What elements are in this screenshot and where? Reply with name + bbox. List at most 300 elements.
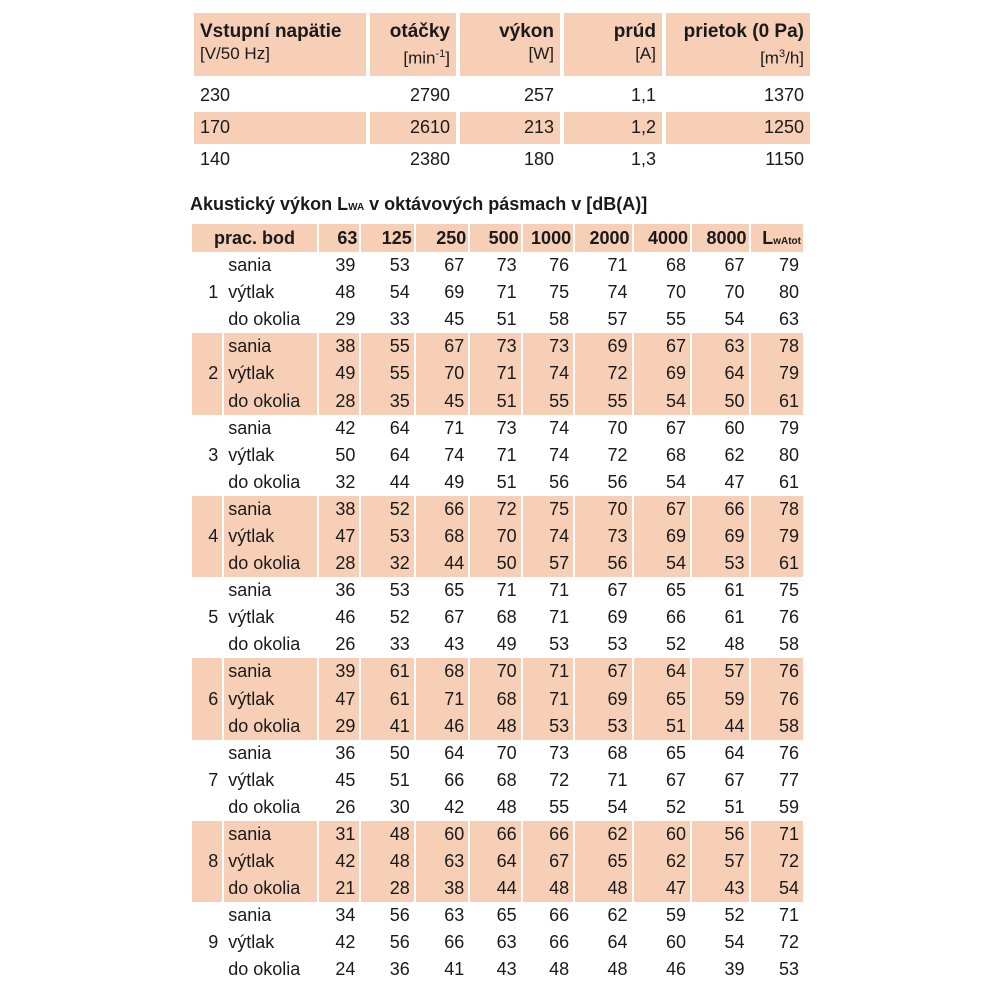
header-operating-point: prac. bod xyxy=(192,224,317,252)
band-level-cell: 73 xyxy=(496,255,517,276)
acoustic-row xyxy=(192,686,803,713)
band-level-cell: 61 xyxy=(361,658,413,685)
operating-point-number: 9 xyxy=(208,932,219,953)
band-level-cell: 31 xyxy=(319,821,359,848)
band-level-cell: 52 xyxy=(666,796,687,817)
measurement-label: sania xyxy=(228,580,272,601)
total-level-cell: 76 xyxy=(778,607,799,628)
acoustic-header-row xyxy=(192,224,803,252)
total-level-cell: 79 xyxy=(778,255,799,276)
measurement-label: výtlak xyxy=(224,686,317,713)
band-level-cell: 55 xyxy=(575,387,631,414)
acoustic-row xyxy=(192,956,803,983)
total-level-cell: 76 xyxy=(751,686,804,713)
acoustic-row xyxy=(192,713,803,740)
band-level-cell: 50 xyxy=(389,742,410,763)
band-level-cell: 62 xyxy=(634,848,690,875)
band-level-cell: 36 xyxy=(389,959,410,980)
band-level-cell: 68 xyxy=(666,444,687,465)
band-level-cell: 63 xyxy=(416,848,468,875)
band-level-cell: 29 xyxy=(319,713,359,740)
measurement-label: výtlak xyxy=(228,769,275,790)
band-level-cell: 49 xyxy=(496,634,517,655)
band-level-cell: 32 xyxy=(361,550,413,577)
electrical-row xyxy=(194,144,810,176)
acoustic-row xyxy=(192,387,803,414)
band-level-cell: 57 xyxy=(523,550,573,577)
measurement-label: výtlak xyxy=(224,360,317,387)
band-level-cell: 71 xyxy=(549,580,570,601)
acoustic-row xyxy=(192,577,803,604)
band-level-cell: 56 xyxy=(389,932,410,953)
band-level-cell: 44 xyxy=(692,713,748,740)
band-level-cell: 42 xyxy=(335,417,356,438)
band-level-cell: 64 xyxy=(470,848,520,875)
band-level-cell: 60 xyxy=(634,821,690,848)
measurement-label: do okolia xyxy=(224,875,317,902)
band-level-cell: 51 xyxy=(496,309,517,330)
total-level-cell: 53 xyxy=(778,959,799,980)
band-level-cell: 36 xyxy=(335,742,356,763)
band-level-cell: 70 xyxy=(666,282,687,303)
operating-point-number xyxy=(192,252,222,279)
band-level-cell: 70 xyxy=(496,742,517,763)
band-level-cell: 49 xyxy=(444,471,465,492)
band-level-cell: 71 xyxy=(496,580,517,601)
band-level-cell: 55 xyxy=(361,360,413,387)
band-level-cell: 68 xyxy=(496,769,517,790)
measurement-label: výtlak xyxy=(228,282,275,303)
operating-point-number xyxy=(192,387,222,414)
operating-point-number xyxy=(192,740,222,767)
band-level-cell: 54 xyxy=(724,932,745,953)
band-level-cell: 71 xyxy=(470,360,520,387)
band-level-cell: 57 xyxy=(607,309,628,330)
band-level-cell: 55 xyxy=(666,309,687,330)
band-level-cell: 67 xyxy=(724,255,745,276)
total-level-cell: 58 xyxy=(778,634,799,655)
measurement-label: výtlak xyxy=(228,607,275,628)
band-level-cell: 69 xyxy=(634,523,690,550)
acoustic-row xyxy=(192,658,803,685)
measurement-label: výtlak xyxy=(228,932,275,953)
total-level-cell: 72 xyxy=(778,932,799,953)
band-level-cell: 74 xyxy=(523,523,573,550)
band-level-cell: 48 xyxy=(496,796,517,817)
band-level-cell: 70 xyxy=(470,658,520,685)
header-band: 250 xyxy=(416,224,468,252)
band-level-cell: 69 xyxy=(692,523,748,550)
band-level-cell: 67 xyxy=(444,255,465,276)
band-level-cell: 41 xyxy=(361,713,413,740)
band-level-cell: 60 xyxy=(666,932,687,953)
band-level-cell: 63 xyxy=(496,932,517,953)
band-level-cell: 68 xyxy=(666,255,687,276)
band-level-cell: 69 xyxy=(607,607,628,628)
acoustic-row xyxy=(192,740,803,767)
band-level-cell: 74 xyxy=(444,444,465,465)
band-level-cell: 68 xyxy=(607,742,628,763)
measurement-label: výtlak xyxy=(224,523,317,550)
operating-point-number: 2 xyxy=(192,360,222,387)
band-level-cell: 71 xyxy=(607,769,628,790)
band-level-cell: 35 xyxy=(361,387,413,414)
band-level-cell: 62 xyxy=(607,905,628,926)
measurement-label: sania xyxy=(228,417,272,438)
header-current: prúd [A] xyxy=(564,13,662,76)
band-level-cell: 66 xyxy=(444,932,465,953)
band-level-cell: 66 xyxy=(666,607,687,628)
band-level-cell: 65 xyxy=(575,848,631,875)
total-level-cell: 80 xyxy=(778,444,799,465)
acoustic-row xyxy=(192,929,803,956)
acoustic-row xyxy=(192,360,803,387)
band-level-cell: 74 xyxy=(549,444,570,465)
acoustic-row xyxy=(192,631,803,658)
total-level-cell: 79 xyxy=(778,417,799,438)
band-level-cell: 56 xyxy=(692,821,748,848)
band-level-cell: 28 xyxy=(319,387,359,414)
acoustic-row xyxy=(192,767,803,794)
band-level-cell: 65 xyxy=(634,686,690,713)
operating-point-number xyxy=(192,577,222,604)
acoustic-row xyxy=(192,794,803,821)
measurement-label: do okolia xyxy=(228,634,301,655)
cell-voltage: 170 xyxy=(194,112,366,144)
band-level-cell: 47 xyxy=(319,523,359,550)
header-band: 1000 xyxy=(523,224,573,252)
acoustic-row xyxy=(192,306,803,333)
total-level-cell: 59 xyxy=(778,796,799,817)
band-level-cell: 74 xyxy=(549,417,570,438)
band-level-cell: 64 xyxy=(724,742,745,763)
band-level-cell: 39 xyxy=(319,658,359,685)
band-level-cell: 54 xyxy=(634,550,690,577)
band-level-cell: 67 xyxy=(444,607,465,628)
band-level-cell: 50 xyxy=(692,387,748,414)
operating-point-number xyxy=(192,956,222,983)
measurement-label: do okolia xyxy=(228,796,301,817)
operating-point-number: 7 xyxy=(208,769,219,790)
measurement-label: sania xyxy=(224,658,317,685)
band-level-cell: 73 xyxy=(523,333,573,360)
band-level-cell: 52 xyxy=(666,634,687,655)
band-level-cell: 43 xyxy=(692,875,748,902)
band-level-cell: 48 xyxy=(549,959,570,980)
operating-point-number xyxy=(192,496,222,523)
band-level-cell: 70 xyxy=(575,496,631,523)
acoustic-row xyxy=(192,442,803,469)
band-level-cell: 33 xyxy=(389,634,410,655)
acoustic-row xyxy=(192,523,803,550)
band-level-cell: 48 xyxy=(361,821,413,848)
band-level-cell: 36 xyxy=(335,580,356,601)
total-level-cell: 71 xyxy=(778,905,799,926)
band-level-cell: 64 xyxy=(692,360,748,387)
acoustic-row xyxy=(192,821,803,848)
measurement-label: výtlak xyxy=(224,848,317,875)
band-level-cell: 51 xyxy=(389,769,410,790)
band-level-cell: 67 xyxy=(666,769,687,790)
band-level-cell: 39 xyxy=(335,255,356,276)
band-level-cell: 26 xyxy=(335,634,356,655)
band-level-cell: 67 xyxy=(634,333,690,360)
cell-flow: 1370 xyxy=(763,85,804,106)
measurement-label: výtlak xyxy=(228,444,275,465)
band-level-cell: 65 xyxy=(666,580,687,601)
band-level-cell: 66 xyxy=(444,769,465,790)
band-level-cell: 67 xyxy=(416,333,468,360)
band-level-cell: 30 xyxy=(389,796,410,817)
band-level-cell: 74 xyxy=(523,360,573,387)
total-level-cell: 54 xyxy=(751,875,804,902)
band-level-cell: 21 xyxy=(319,875,359,902)
band-level-cell: 26 xyxy=(335,796,356,817)
measurement-label: sania xyxy=(224,333,317,360)
band-level-cell: 71 xyxy=(496,282,517,303)
band-level-cell: 73 xyxy=(575,523,631,550)
band-level-cell: 60 xyxy=(724,417,745,438)
operating-point-number xyxy=(192,794,222,821)
band-level-cell: 47 xyxy=(724,471,745,492)
total-level-cell: 76 xyxy=(751,658,804,685)
total-level-cell: 72 xyxy=(751,848,804,875)
header-band: 125 xyxy=(361,224,413,252)
band-level-cell: 54 xyxy=(607,796,628,817)
acoustic-row xyxy=(192,496,803,523)
measurement-label: sania xyxy=(228,905,272,926)
band-level-cell: 66 xyxy=(549,905,570,926)
band-level-cell: 62 xyxy=(724,444,745,465)
band-level-cell: 67 xyxy=(607,580,628,601)
band-level-cell: 68 xyxy=(416,523,468,550)
header-power: výkon [W] xyxy=(460,13,560,76)
band-level-cell: 61 xyxy=(724,580,745,601)
band-level-cell: 53 xyxy=(523,713,573,740)
band-level-cell: 65 xyxy=(496,905,517,926)
band-level-cell: 54 xyxy=(666,471,687,492)
band-level-cell: 73 xyxy=(470,333,520,360)
operating-point-number xyxy=(192,306,222,333)
band-level-cell: 52 xyxy=(724,905,745,926)
band-level-cell: 42 xyxy=(319,848,359,875)
total-level-cell: 75 xyxy=(778,580,799,601)
measurement-label: sania xyxy=(228,255,272,276)
band-level-cell: 65 xyxy=(444,580,465,601)
acoustic-row xyxy=(192,604,803,631)
band-level-cell: 71 xyxy=(549,607,570,628)
band-level-cell: 32 xyxy=(335,471,356,492)
band-level-cell: 71 xyxy=(607,255,628,276)
acoustic-row xyxy=(192,252,803,279)
total-level-cell: 61 xyxy=(778,471,799,492)
electrical-row xyxy=(194,76,810,112)
acoustic-row xyxy=(192,279,803,306)
band-level-cell: 73 xyxy=(549,742,570,763)
measurement-label: do okolia xyxy=(224,550,317,577)
band-level-cell: 61 xyxy=(724,607,745,628)
band-level-cell: 59 xyxy=(666,905,687,926)
band-level-cell: 41 xyxy=(444,959,465,980)
band-level-cell: 72 xyxy=(607,444,628,465)
band-level-cell: 66 xyxy=(692,496,748,523)
cell-voltage: 140 xyxy=(200,149,231,170)
total-level-cell: 76 xyxy=(778,742,799,763)
band-level-cell: 71 xyxy=(416,686,468,713)
operating-point-number: 8 xyxy=(192,848,222,875)
band-level-cell: 44 xyxy=(389,471,410,492)
cell-current: 1,1 xyxy=(630,85,656,106)
measurement-label: do okolia xyxy=(228,309,301,330)
total-level-cell: 63 xyxy=(778,309,799,330)
band-level-cell: 71 xyxy=(496,444,517,465)
band-level-cell: 71 xyxy=(444,417,465,438)
band-level-cell: 48 xyxy=(575,875,631,902)
band-level-cell: 54 xyxy=(634,387,690,414)
operating-point-number xyxy=(192,875,222,902)
band-level-cell: 65 xyxy=(666,742,687,763)
band-level-cell: 29 xyxy=(335,309,356,330)
header-rpm: otáčky $[\min^{-1}]$ xyxy=(370,13,456,76)
operating-point-number xyxy=(192,713,222,740)
band-level-cell: 73 xyxy=(496,417,517,438)
acoustic-row xyxy=(192,848,803,875)
acoustic-row xyxy=(192,469,803,496)
header-total: LwAtot xyxy=(751,224,804,252)
band-level-cell: 45 xyxy=(335,769,356,790)
band-level-cell: 76 xyxy=(549,255,570,276)
band-level-cell: 64 xyxy=(389,444,410,465)
band-level-cell: 51 xyxy=(470,387,520,414)
band-level-cell: 39 xyxy=(724,959,745,980)
band-level-cell: 53 xyxy=(692,550,748,577)
band-level-cell: 42 xyxy=(444,796,465,817)
band-level-cell: 28 xyxy=(361,875,413,902)
band-level-cell: 69 xyxy=(444,282,465,303)
band-level-cell: 66 xyxy=(416,496,468,523)
band-level-cell: 53 xyxy=(575,713,631,740)
band-level-cell: 67 xyxy=(575,658,631,685)
band-level-cell: 45 xyxy=(444,309,465,330)
band-level-cell: 52 xyxy=(361,496,413,523)
band-level-cell: 70 xyxy=(416,360,468,387)
cell-current: 1,2 xyxy=(564,112,662,144)
band-level-cell: 71 xyxy=(523,686,573,713)
cell-power: 257 xyxy=(523,85,554,106)
operating-point-number xyxy=(192,469,222,496)
band-level-cell: 53 xyxy=(549,634,570,655)
band-level-cell: 69 xyxy=(634,360,690,387)
total-level-cell: 71 xyxy=(751,821,804,848)
band-level-cell: 75 xyxy=(523,496,573,523)
band-level-cell: 49 xyxy=(319,360,359,387)
band-level-cell: 72 xyxy=(470,496,520,523)
band-level-cell: 52 xyxy=(389,607,410,628)
cell-power: 213 xyxy=(460,112,560,144)
measurement-label: do okolia xyxy=(228,959,301,980)
band-level-cell: 60 xyxy=(416,821,468,848)
operating-point-number xyxy=(192,333,222,360)
cell-flow: 1250 xyxy=(666,112,810,144)
band-level-cell: 33 xyxy=(389,309,410,330)
header-band: 500 xyxy=(470,224,520,252)
band-level-cell: 48 xyxy=(724,634,745,655)
band-level-cell: 64 xyxy=(634,658,690,685)
band-level-cell: 56 xyxy=(389,905,410,926)
band-level-cell: 68 xyxy=(470,686,520,713)
cell-power: 180 xyxy=(523,149,554,170)
total-level-cell: 61 xyxy=(751,550,804,577)
band-level-cell: 38 xyxy=(319,333,359,360)
operating-point-number: 4 xyxy=(192,523,222,550)
measurement-label: sania xyxy=(224,496,317,523)
operating-point-number: 6 xyxy=(192,686,222,713)
band-level-cell: 34 xyxy=(335,905,356,926)
band-level-cell: 53 xyxy=(607,634,628,655)
band-level-cell: 46 xyxy=(416,713,468,740)
acoustic-row xyxy=(192,415,803,442)
band-level-cell: 67 xyxy=(724,769,745,790)
header-band: 63 xyxy=(319,224,359,252)
band-level-cell: 70 xyxy=(607,417,628,438)
header-flow: prietok (0 Pa) $[m^3/h]$ xyxy=(666,13,810,76)
electrical-table xyxy=(190,13,814,176)
band-level-cell: 70 xyxy=(724,282,745,303)
band-level-cell: 48 xyxy=(361,848,413,875)
measurement-label: do okolia xyxy=(228,471,301,492)
band-level-cell: 64 xyxy=(607,932,628,953)
total-level-cell: 58 xyxy=(751,713,804,740)
header-band: 8000 xyxy=(692,224,748,252)
band-level-cell: 51 xyxy=(496,471,517,492)
cell-rpm: 2610 xyxy=(370,112,456,144)
band-level-cell: 74 xyxy=(607,282,628,303)
band-level-cell: 45 xyxy=(416,387,468,414)
band-level-cell: 38 xyxy=(416,875,468,902)
band-level-cell: 66 xyxy=(470,821,520,848)
band-level-cell: 51 xyxy=(724,796,745,817)
total-level-cell: 79 xyxy=(751,523,804,550)
band-level-cell: 51 xyxy=(634,713,690,740)
band-level-cell: 67 xyxy=(523,848,573,875)
total-level-cell: 79 xyxy=(751,360,804,387)
band-level-cell: 61 xyxy=(361,686,413,713)
band-level-cell: 42 xyxy=(335,932,356,953)
band-level-cell: 66 xyxy=(549,932,570,953)
band-level-cell: 54 xyxy=(724,309,745,330)
electrical-header-row xyxy=(194,13,810,76)
acoustic-row xyxy=(192,333,803,360)
total-level-cell: 78 xyxy=(751,333,804,360)
band-level-cell: 69 xyxy=(575,686,631,713)
band-level-cell: 53 xyxy=(389,255,410,276)
band-level-cell: 48 xyxy=(607,959,628,980)
electrical-row xyxy=(194,112,810,144)
operating-point-number: 5 xyxy=(208,607,219,628)
cell-current: 1,3 xyxy=(630,149,656,170)
operating-point-number xyxy=(192,902,222,929)
cell-rpm: 2380 xyxy=(409,149,450,170)
operating-point-number xyxy=(192,821,222,848)
band-level-cell: 38 xyxy=(319,496,359,523)
acoustic-table xyxy=(190,224,805,984)
band-level-cell: 53 xyxy=(361,523,413,550)
band-level-cell: 54 xyxy=(389,282,410,303)
measurement-label: sania xyxy=(224,821,317,848)
band-level-cell: 68 xyxy=(496,607,517,628)
band-level-cell: 57 xyxy=(692,848,748,875)
band-level-cell: 43 xyxy=(496,959,517,980)
